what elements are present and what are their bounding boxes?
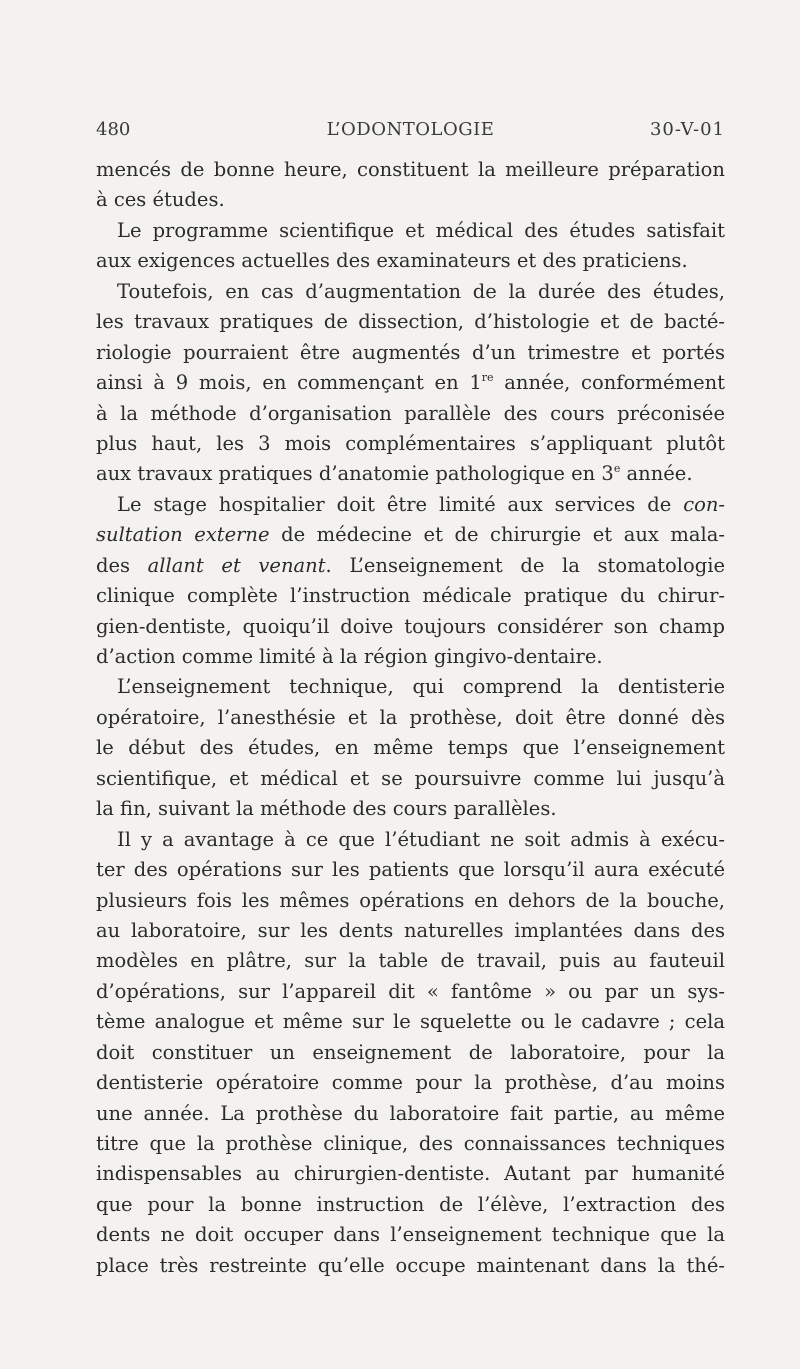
page-number: 480 bbox=[96, 119, 131, 140]
text-line: des allant et venant. L’enseignement de la stomatologie bbox=[96, 553, 725, 577]
issue-date: 30-V-01 bbox=[649, 119, 725, 140]
text-line: les travaux pratiques de dissection, d’histologie et de bacté- bbox=[96, 310, 725, 334]
text-line: modèles en plâtre, sur la table de travail, puis au fauteuil bbox=[96, 949, 725, 973]
text-line: à la méthode d’organisation parallèle des cours préconisée bbox=[96, 401, 725, 425]
running-header bbox=[96, 119, 725, 143]
text-line: plusieurs fois les mêmes opérations en dehors de la bouche, bbox=[96, 888, 725, 912]
text-line: au laboratoire, sur les dents naturelles implantées dans des bbox=[96, 918, 725, 942]
text-line: scientifique, et médical et se poursuivre comme lui jusqu’à bbox=[96, 766, 725, 790]
text-line: tème analogue et même sur le squelette ou le cadavre ; cela bbox=[96, 1010, 725, 1034]
text-line: à ces études. bbox=[96, 188, 225, 212]
journal-title: L’ODONTOLOGIE bbox=[326, 119, 495, 140]
text-line: mencés de bonne heure, constituent la meilleure préparation bbox=[96, 158, 725, 181]
text-line: place très restreinte qu’elle occupe maintenant dans la thé- bbox=[96, 1253, 725, 1277]
text-line: opératoire, l’anesthésie et la prothèse, doit être donné dès bbox=[96, 705, 725, 729]
text-line: aux travaux pratiques d’anatomie pathologique en 3e année. bbox=[96, 462, 693, 486]
text-line: dents ne doit occuper dans l’enseignement technique que la bbox=[96, 1223, 725, 1247]
text-line: riologie pourraient être augmentés d’un trimestre et portés bbox=[96, 340, 725, 364]
text-line: Il y a avantage à ce que l’étudiant ne soit admis à exécu- bbox=[117, 827, 725, 851]
text-line: que pour la bonne instruction de l’élève, l’extraction des bbox=[96, 1192, 725, 1216]
text-line: doit constituer un enseignement de laboratoire, pour la bbox=[96, 1040, 725, 1064]
text-line: le début des études, en même temps que l’enseignement bbox=[96, 736, 725, 760]
text-line: ter des opérations sur les patients que lorsqu’il aura exécuté bbox=[96, 858, 725, 882]
text-line: Toutefois, en cas d’augmentation de la durée des études, bbox=[117, 279, 725, 303]
text-line: la fin, suivant la méthode des cours parallèles. bbox=[96, 797, 557, 821]
text-line: gien-dentiste, quoiqu’il doive toujours considérer son champ bbox=[96, 614, 725, 638]
text-line: aux exigences actuelles des examinateurs et des praticiens. bbox=[96, 249, 688, 273]
text-line: clinique complète l’instruction médicale pratique du chirur- bbox=[96, 584, 725, 608]
text-line: Le stage hospitalier doit être limité aux services de con- bbox=[117, 492, 725, 516]
body-text bbox=[96, 155, 725, 1281]
text-line: plus haut, les 3 mois complémentaires s’appliquant plutôt bbox=[96, 431, 725, 455]
text-line: titre que la prothèse clinique, des connaissances techniques bbox=[96, 1132, 725, 1155]
text-line: L’enseignement technique, qui comprend la dentisterie bbox=[117, 675, 725, 699]
text-line: d’opérations, sur l’appareil dit « fantôme » ou par un sys- bbox=[96, 979, 725, 1003]
text-line: ainsi à 9 mois, en commençant en 1re année, conformément bbox=[96, 371, 725, 395]
text-line: d’action comme limité à la région gingivo-dentaire. bbox=[96, 645, 603, 668]
text-line: indispensables au chirurgien-dentiste. Autant par humanité bbox=[96, 1162, 725, 1186]
text-line: Le programme scientifique et médical des études satisfait bbox=[117, 218, 725, 242]
text-line: sultation externe de médecine et de chirurgie et aux mala- bbox=[96, 523, 725, 547]
text-line: dentisterie opératoire comme pour la prothèse, d’au moins bbox=[96, 1071, 725, 1095]
text-line: une année. La prothèse du laboratoire fait partie, au même bbox=[96, 1101, 725, 1125]
